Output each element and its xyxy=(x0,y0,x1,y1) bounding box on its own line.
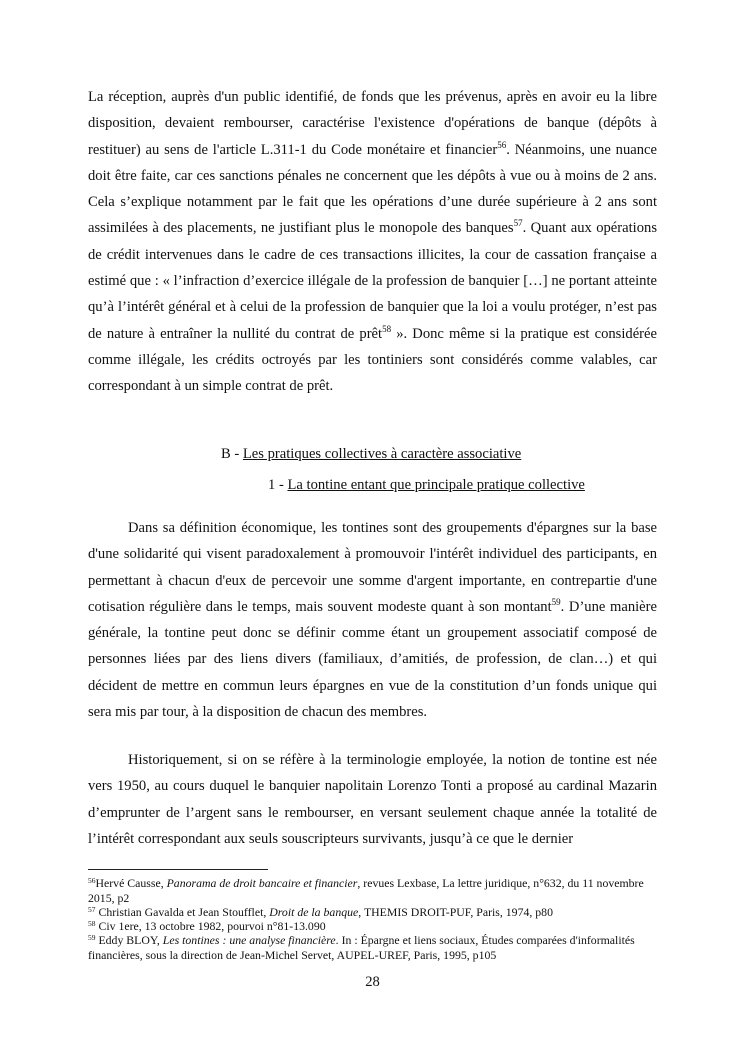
paragraph-operations-banque: La réception, auprès d'un public identifié, de fonds que les prévenus, après en avoir eu la libre disposition, devaient rembourser, caractérise l'existence d'opérations de banque (dépôts à restituer) au sens de l'article L.311-1 du Code monétaire et financier$^{56}$. Néanmoins, une nuance doit être faite, car ces sanctions pénales ne concernent que les dépôts à vue ou à moins de 2 ans. Cela s’explique notamment par le fait que les opérations d’une durée supérieure à 2 ans sont assimilées à des placements, ne justifiant plus le monopole des banques$^{57}$. Quant aux opérations de crédit intervenues dans le cadre de ces transactions illicites, la cour de cassation française a estimé que : « l’infraction d’exercice illégale de la profession de banquier […] ne portant atteinte qu’à l’intérêt général et à celui de la profession de banquier que la loi a voulu protéger, n’est pas de nature à entraîner la nullité du contrat de prêt$^{58}$ ». Donc même si la pratique est considérée comme illégale, les crédits octroyés par les tontiniers sont considérés comme valables, car correspondant à un simple contrat de prêt. xyxy=(88,89,657,395)
paragraph-historique: Historiquement, si on se réfère à la terminologie employée, la notion de tontine est née vers 1950, au cours duquel le banquier napolitain Lorenzo Tonti a proposé au cardinal Mazarin d’emprunter de l’argent sans le rembourser, en versant seulement chaque année la totalité de l’intérêt correspondant aux seuls souscripteurs survivants, jusqu’à ce que le dernier xyxy=(88,752,657,847)
subsection-heading-1: 1 - La tontine entant que principale pratique collective xyxy=(268,477,585,493)
footnote-ref-57[interactable]: 57 xyxy=(513,218,523,229)
page-number: 28 xyxy=(365,974,380,990)
footnote-56: $^{56}$Hervé Causse, Panorama de droit bancaire et financier, revues Lexbase, La lettre juridique, n°632, du 11 novembre 2015, p2 xyxy=(88,876,644,905)
section-heading-b: B - Les pratiques collectives à caractère associative xyxy=(221,446,522,462)
footnote-ref-56[interactable]: 56 xyxy=(497,139,507,150)
footnote-58: $^{58}$ Civ 1ere, 13 octobre 1982, pourvoi n°81-13.090 xyxy=(88,919,326,933)
paragraph-definition-tontine: Dans sa définition économique, les tontines sont des groupements d'épargnes sur la base d'une solidarité qui visent paradoxalement à promouvoir l'intérêt individuel des participants, en permettant à chacun d'eux de percevoir une somme d'argent importante, en contrepartie d'une cotisation régulière dans le temps, mais souvent modeste quant à son montant$^{59}$. D’une manière générale, la tontine peut donc se définir comme étant un groupement associatif composé de personnes liées par des liens divers (familiaux, d’amitiés, de profession, de clan…) et qui décident de mettre en commun leurs épargnes en vue de la constitution d’un fonds unique qui sera mis par tour, à la disposition de chacun des membres. xyxy=(88,520,657,721)
footnote-separator xyxy=(88,869,268,870)
footnote-57: $^{57}$ Christian Gavalda et Jean Stoufflet, Droit de la banque, THEMIS DROIT-PUF, Paris, 1974, p80 xyxy=(88,905,553,919)
footnote-ref-58[interactable]: 58 xyxy=(382,323,392,334)
footnote-59: $^{59}$ Eddy BLOY, Les tontines : une analyse financière. In : Épargne et liens sociaux, Études comparées d'informalités financières, sous la direction de Jean-Michel Servet, AUPEL-UREF, Paris, 1995, p105 xyxy=(88,933,635,962)
footnote-ref-59[interactable]: 59 xyxy=(551,596,561,607)
